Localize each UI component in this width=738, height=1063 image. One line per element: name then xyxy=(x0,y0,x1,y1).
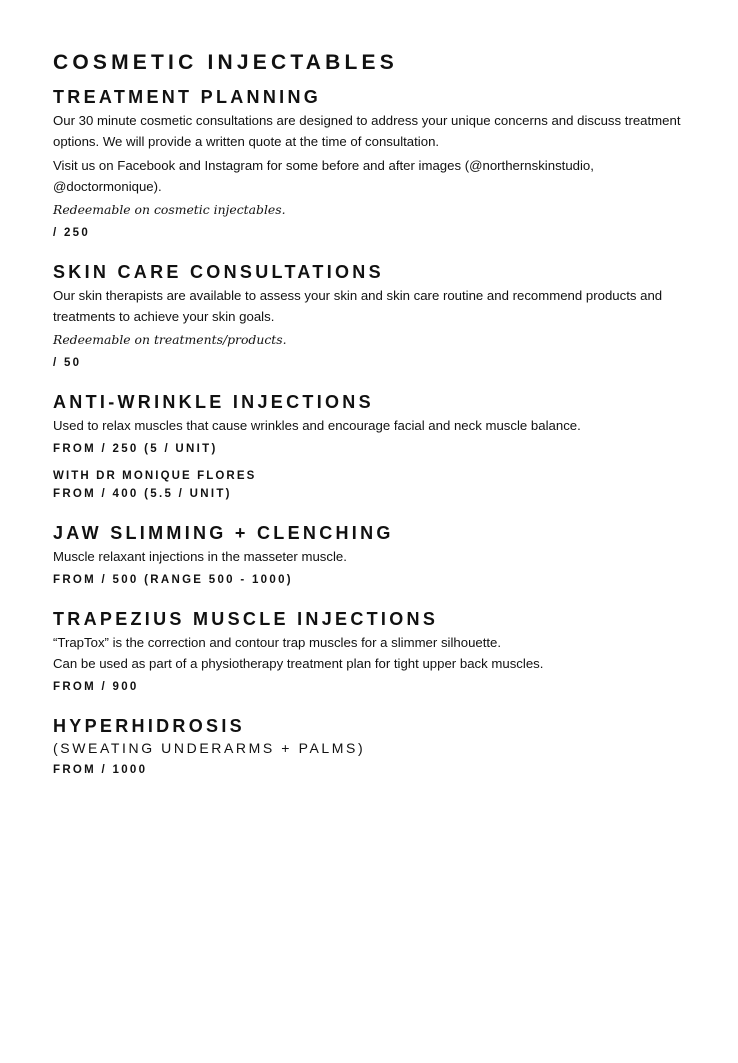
section-title: ANTI-WRINKLE INJECTIONS xyxy=(53,392,374,412)
price: FROM / 1000 xyxy=(53,764,148,776)
section-hyperhidrosis xyxy=(53,715,693,780)
section-description: Muscle relaxant injections in the masseter muscle. xyxy=(53,549,347,564)
price-list-page xyxy=(53,50,693,780)
section-skin-care-consultations xyxy=(53,261,693,373)
section-description: Our skin therapists are available to assess your skin and skin care routine and recommend products and treatments to achieve your skin goals. xyxy=(53,288,663,324)
section-anti-wrinkle-injections xyxy=(53,391,693,504)
price: FROM / 900 xyxy=(53,681,139,693)
redeemable-note: Redeemable on treatments/products. xyxy=(53,332,287,347)
section-treatment-planning xyxy=(53,86,693,243)
price: / 250 xyxy=(53,227,91,239)
section-trapezius-injections xyxy=(53,608,693,697)
section-title: JAW SLIMMING + CLENCHING xyxy=(53,523,394,543)
section-title: SKIN CARE CONSULTATIONS xyxy=(53,262,384,282)
section-jaw-slimming xyxy=(53,522,693,590)
price: FROM / 500 (RANGE 500 - 1000) xyxy=(53,574,293,586)
section-description: Used to relax muscles that cause wrinkles and encourage facial and neck muscle balance. xyxy=(53,418,581,433)
practitioner-price: FROM / 400 (5.5 / UNIT) xyxy=(53,488,232,500)
section-description: “TrapTox” is the correction and contour trap muscles for a slimmer silhouette. xyxy=(53,635,502,650)
section-description: Visit us on Facebook and Instagram for some before and after images (@northernskinstudio, @doctormonique). xyxy=(53,158,594,194)
section-title: HYPERHIDROSIS xyxy=(53,716,245,736)
price: FROM / 250 (5 / UNIT) xyxy=(53,443,218,455)
practitioner-label: WITH DR MONIQUE FLORES xyxy=(53,470,257,482)
section-subtitle: (SWEATING UNDERARMS + PALMS) xyxy=(53,740,366,756)
page-title: COSMETIC INJECTABLES xyxy=(53,51,398,74)
price: / 50 xyxy=(53,357,82,369)
section-title: TREATMENT PLANNING xyxy=(53,87,322,107)
section-description: Can be used as part of a physiotherapy treatment plan for tight upper back muscles. xyxy=(53,656,544,671)
section-title: TRAPEZIUS MUSCLE INJECTIONS xyxy=(53,609,439,629)
section-description: Our 30 minute cosmetic consultations are designed to address your unique concerns and discuss treatment options. We will provide a written quote at the time of consultation. xyxy=(53,113,681,149)
redeemable-note: Redeemable on cosmetic injectables. xyxy=(53,202,286,217)
